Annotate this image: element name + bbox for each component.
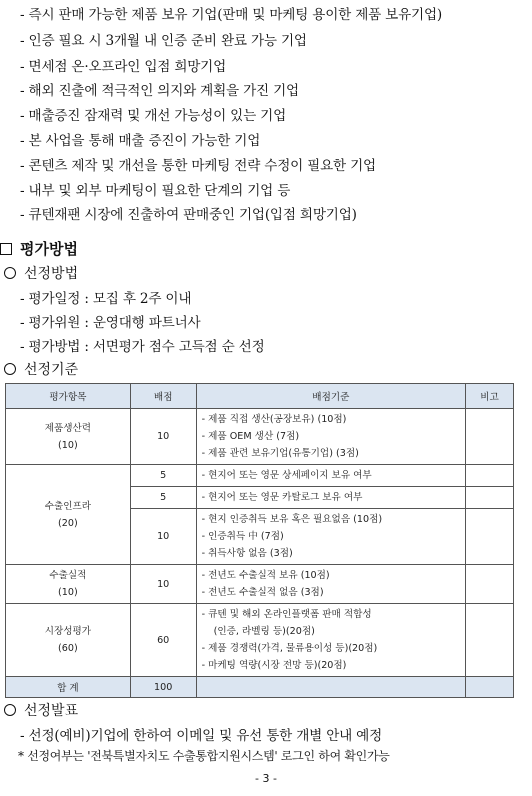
criteria-cell: - 현지어 또는 영문 상세페이지 보유 여부 [196,465,465,487]
total-score: 100 [130,677,196,698]
list-item: - 평가일정 : 모집 후 2주 이내 [20,291,192,307]
list-item: - 평가방법 : 서면평가 점수 고득점 순 선정 [20,339,265,355]
remarks-cell [466,565,514,604]
subheading-selection-method [4,263,78,283]
item-cell: 제품생산력 (10) [6,409,131,465]
table-row [6,409,514,465]
list-item: - 내부 및 외부 마케팅이 필요한 단계의 기업 등 [20,183,291,199]
table-header-row [6,384,514,409]
item-cell: 수출실적 (10) [6,565,131,604]
table-row [6,465,514,487]
list-item: - 인증 필요 시 3개월 내 인증 준비 완료 가능 기업 [20,33,307,49]
remarks-cell [466,409,514,465]
subheading-text: 선정방법 [24,266,79,282]
subheading-announcement [4,700,78,720]
list-item: - 면세점 온·오프라인 입점 희망기업 [20,59,227,75]
evaluation-criteria-table [5,383,514,698]
list-item: - 매출증진 잠재력 및 개선 가능성이 있는 기업 [20,108,287,124]
list-item: - 큐텐재팬 시장에 진출하여 판매중인 기업(입점 희망기업) [20,207,357,223]
item-cell: 수출인프라 (20) [6,465,131,565]
score-cell: 10 [130,509,196,565]
list-item: - 평가위원 : 운영대행 파트너사 [20,315,201,331]
footnote: * 선정여부는 '전북특별자치도 수출통합지원시스템' 로그인 하여 확인가능 [18,749,390,763]
score-cell: 10 [130,565,196,604]
list-item: - 선정(예비)기업에 한하여 이메일 및 유선 통한 개별 안내 예정 [20,728,383,744]
page-number: - 3 - [255,772,277,785]
criteria-cell: - 큐텐 및 해외 온라인플랫폼 판매 적합성 (인증, 라벨링 등)(20점) - 제품 경쟁력(가격, 물류용이성 등)(20점) - 마케팅 역량(시장 전망 등)(20점) [196,604,465,677]
total-remarks-cell [466,677,514,698]
criteria-cell: - 전년도 수출실적 보유 (10점) - 전년도 수출실적 없음 (3점) [196,565,465,604]
remarks-cell [466,509,514,565]
subheading-text: 선정발표 [24,703,79,719]
criteria-cell: - 현지어 또는 영문 카탈로그 보유 여부 [196,487,465,509]
score-cell: 5 [130,465,196,487]
table-row [6,565,514,604]
circle-bullet-icon [4,267,16,279]
remarks-cell [466,487,514,509]
remarks-cell [466,465,514,487]
header-item: 평가항목 [6,384,131,409]
score-cell: 5 [130,487,196,509]
square-bullet-icon [0,243,12,255]
header-score: 배점 [130,384,196,409]
remarks-cell [466,604,514,677]
total-label: 합 계 [6,677,131,698]
header-criteria: 배점기준 [196,384,465,409]
table-total-row [6,677,514,698]
criteria-cell: - 현지 인증취득 보유 혹은 필요없음 (10점) - 인증취득 中 (7점) - 취득사항 없음 (3점) [196,509,465,565]
score-cell: 10 [130,409,196,465]
header-remarks: 비고 [466,384,514,409]
table-row [6,604,514,677]
list-item: - 본 사업을 통해 매출 증진이 가능한 기업 [20,133,261,149]
score-cell: 60 [130,604,196,677]
total-criteria-cell [196,677,465,698]
circle-bullet-icon [4,704,16,716]
subheading-text: 선정기준 [24,362,79,378]
list-item: - 콘텐츠 제작 및 개선을 통한 마케팅 전략 수정이 필요한 기업 [20,158,376,174]
circle-bullet-icon [4,363,16,375]
subheading-criteria [4,359,78,379]
list-item: - 즉시 판매 가능한 제품 보유 기업(판매 및 마케팅 용이한 제품 보유기업) [20,7,443,23]
list-item: - 해외 진출에 적극적인 의지와 계획을 가진 기업 [20,83,299,99]
criteria-cell: - 제품 직접 생산(공장보유) (10점) - 제품 OEM 생산 (7점) - 제품 관련 보유기업(유통기업) (3점) [196,409,465,465]
item-cell: 시장성평가 (60) [6,604,131,677]
section-title [0,238,78,259]
section-title-text: 평가방법 [20,240,78,258]
